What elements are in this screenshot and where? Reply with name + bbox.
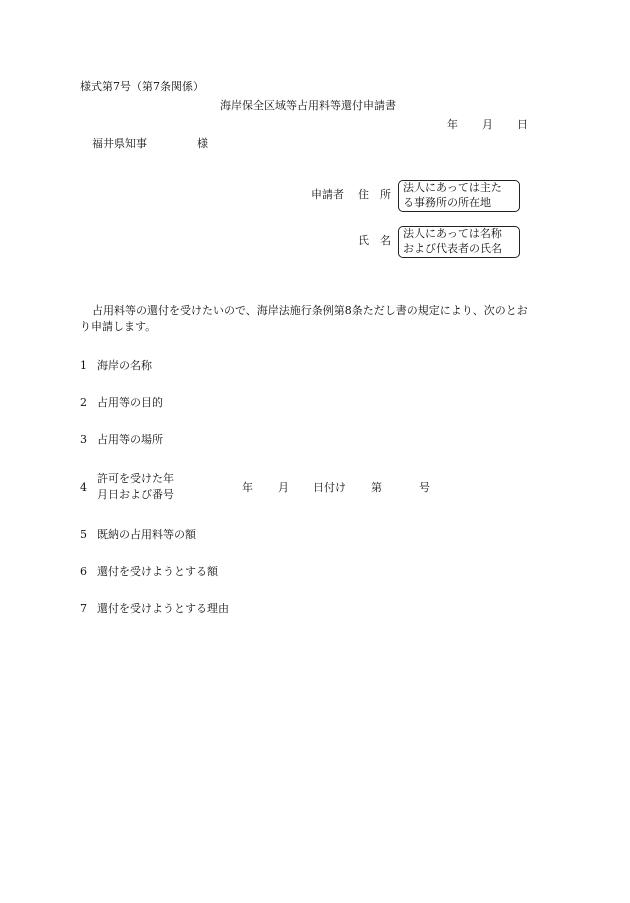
item-number: 4 <box>80 481 87 494</box>
form-title: 海岸保全区域等占用料等還付申請書 <box>220 99 396 112</box>
item-number: 6 <box>80 565 87 578</box>
item-number: 2 <box>80 396 87 409</box>
name-note-line1: 法人にあっては名称 <box>403 227 502 240</box>
date-year: 年 <box>447 118 458 131</box>
body-text-line2: り申請します。 <box>80 320 157 333</box>
item-label-refund-reason: 還付を受けようとする理由 <box>97 602 229 615</box>
addressee-honorific: 様 <box>197 137 208 150</box>
item-number: 1 <box>80 359 87 372</box>
form-number: 様式第7号（第7条関係） <box>80 80 204 93</box>
body-text-line1: 占用料等の還付を受けたいので、海岸法施行条例第8条ただし書の規定により、次のとお <box>92 304 528 317</box>
permit-go: 号 <box>419 481 430 494</box>
item-label-refund-amount: 還付を受けようとする額 <box>97 565 218 578</box>
item-number: 3 <box>80 433 87 446</box>
permit-month: 月 <box>278 481 289 494</box>
permit-dated: 日付け <box>313 481 346 494</box>
item-label-coast-name: 海岸の名称 <box>97 359 152 372</box>
item-label-paid-amount: 既納の占用料等の額 <box>97 528 196 541</box>
item-number: 7 <box>80 602 87 615</box>
item-label-permit-line1: 許可を受けた年 <box>97 472 174 485</box>
name-label: 氏 名 <box>358 234 391 247</box>
date-day: 日 <box>517 118 528 131</box>
item-label-location: 占用等の場所 <box>97 433 163 446</box>
addressee-name: 福井県知事 <box>92 137 147 150</box>
name-note-line2: および代表者の氏名 <box>403 242 502 255</box>
permit-year: 年 <box>242 481 253 494</box>
item-label-purpose: 占用等の目的 <box>97 396 163 409</box>
address-note-line1: 法人にあっては主た <box>403 181 502 194</box>
address-label: 住 所 <box>358 188 391 201</box>
address-note-line2: る事務所の所在地 <box>403 196 491 209</box>
date-month: 月 <box>482 118 493 131</box>
item-number: 5 <box>80 528 87 541</box>
permit-dai: 第 <box>371 481 382 494</box>
item-label-permit-line2: 月日および番号 <box>97 488 174 501</box>
applicant-label: 申請者 <box>311 188 344 201</box>
